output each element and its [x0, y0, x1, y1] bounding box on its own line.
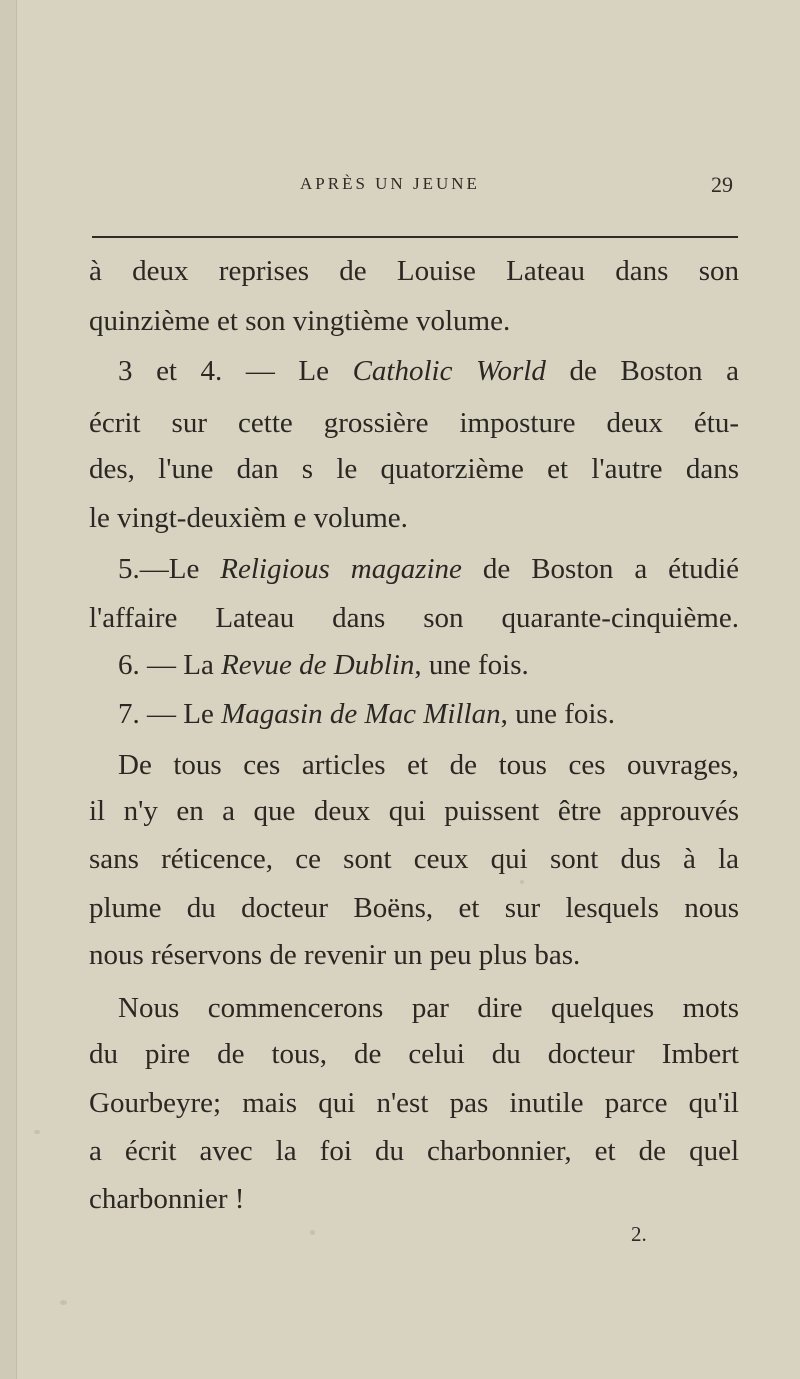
header-rule — [92, 236, 738, 238]
text-line: à deux reprises de Louise Lateau dans son — [89, 255, 739, 287]
running-head — [0, 172, 800, 202]
text-line: des, l'une dan s le quatorzième et l'autre dans — [89, 453, 739, 485]
running-title: APRÈS UN JEUNE — [300, 174, 480, 193]
text-line: 5.—Le Religious magazine de Boston a étudié — [118, 553, 739, 585]
paper-speck — [60, 1300, 67, 1305]
italic-title: Magasin de Mac Millan — [221, 698, 501, 730]
page-edge — [0, 0, 17, 1379]
italic-title: Religious magazine — [220, 553, 462, 585]
text-line: nous réservons de revenir un peu plus bas. — [89, 939, 581, 971]
text-line: 6. — La Revue de Dublin, une fois. — [118, 649, 529, 681]
page-number: 29 — [711, 172, 733, 197]
italic-title: Catholic World — [352, 355, 546, 387]
text-line: charbonnier ! — [89, 1183, 245, 1215]
text-line: du pire de tous, de celui du docteur Imbert — [89, 1038, 739, 1070]
text-line: 7. — Le Magasin de Mac Millan, une fois. — [118, 698, 615, 730]
paper-speck — [310, 1230, 315, 1235]
text-line: plume du docteur Boëns, et sur lesquels nous — [89, 892, 739, 924]
text-line: quinzième et son vingtième volume. — [89, 305, 511, 337]
text-line: Nous commencerons par dire quelques mots — [118, 992, 739, 1024]
italic-title: Revue de Dublin — [221, 649, 415, 681]
text-line: écrit sur cette grossière imposture deux étu- — [89, 407, 739, 439]
paper-speck — [34, 1130, 40, 1134]
text-line: De tous ces articles et de tous ces ouvrages, — [118, 749, 739, 781]
text-line: 3 et 4. — Le Catholic World de Boston a — [118, 355, 739, 387]
text-line: a écrit avec la foi du charbonnier, et de quel — [89, 1135, 739, 1167]
text-line: le vingt-deuxièm e volume. — [89, 502, 408, 534]
text-line: il n'y en a que deux qui puissent être approuvés — [89, 795, 739, 827]
text-line: l'affaire Lateau dans son quarante-cinquième. — [89, 602, 739, 634]
signature-mark: 2. — [631, 1222, 647, 1246]
paper-speck — [520, 880, 524, 884]
text-line: Gourbeyre; mais qui n'est pas inutile parce qu'il — [89, 1087, 739, 1119]
text-line: sans réticence, ce sont ceux qui sont dus à la — [89, 843, 739, 875]
